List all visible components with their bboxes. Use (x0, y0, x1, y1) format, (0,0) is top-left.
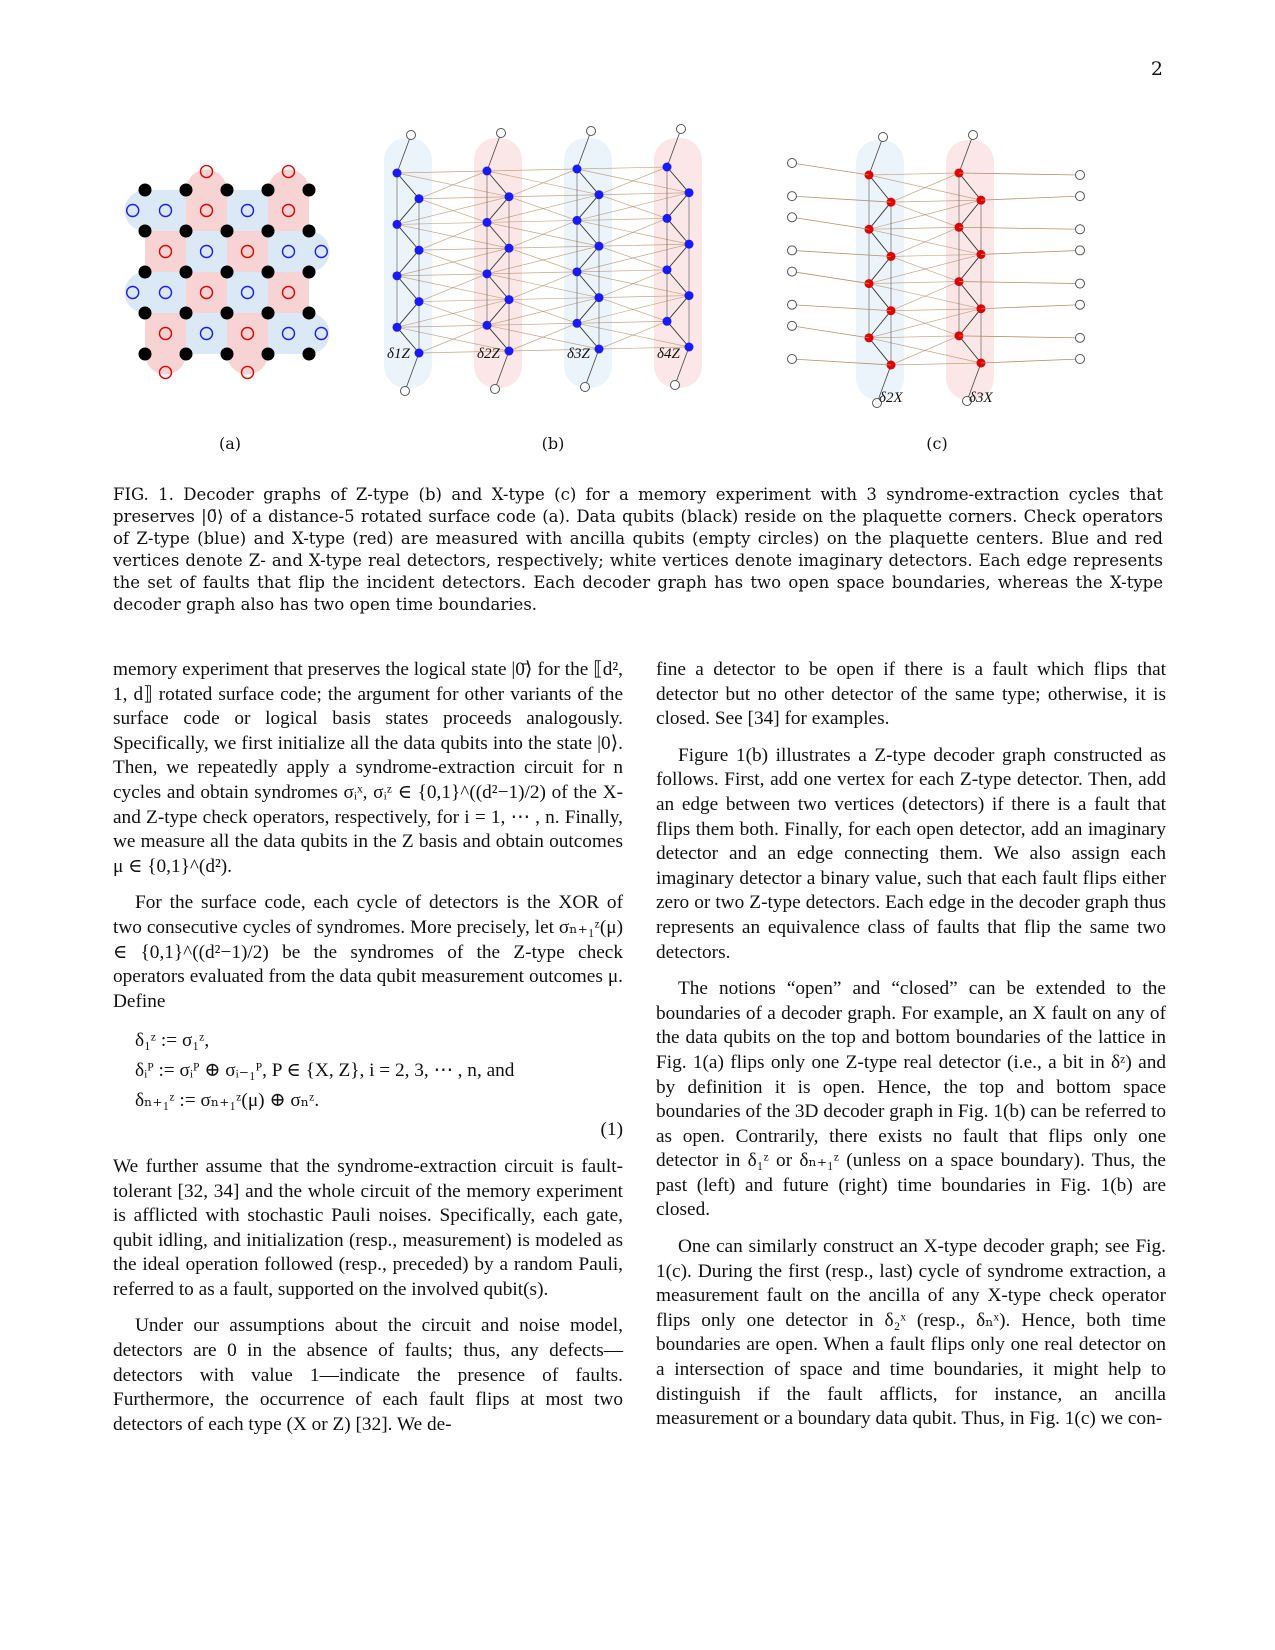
real-detector (685, 343, 694, 352)
real-detector (595, 293, 604, 302)
plaquette (268, 190, 309, 231)
plaquette (186, 231, 227, 272)
real-detector (393, 169, 402, 178)
left-column (113, 658, 623, 1449)
imaginary-detector (1076, 192, 1085, 201)
detector-label: δ1Z (387, 346, 410, 362)
imaginary-detector (788, 192, 797, 201)
detector-label: δ3X (969, 390, 993, 406)
data-qubit (221, 266, 234, 279)
data-qubit (303, 184, 316, 197)
data-qubit (262, 266, 275, 279)
real-detector (663, 265, 672, 274)
detector-label: δ3Z (567, 346, 590, 362)
subfig-label-b: (b) (541, 434, 565, 453)
real-detector (505, 244, 514, 253)
plaquette (268, 231, 309, 272)
imaginary-detector (788, 213, 797, 222)
paragraph: Under our assumptions about the circuit and noise model, detectors are 0 in the absence of faults; thus, any defects—detectors with value 1—indicate the presence of faults. Furthermore, the occurrence of each fault flips at most two detectors of each type (X or Z) [32]. We de- (113, 1315, 623, 1435)
data-qubit (180, 225, 193, 238)
imaginary-detector (407, 131, 416, 140)
plaquette (227, 272, 268, 313)
data-qubit (139, 348, 152, 361)
imaginary-detector (671, 381, 680, 390)
imaginary-detector (879, 133, 888, 142)
real-detector (505, 347, 514, 356)
data-qubit (139, 225, 152, 238)
figure-1b-z-decoder-graph (378, 118, 730, 408)
data-qubit (221, 348, 234, 361)
data-qubit (262, 307, 275, 320)
data-qubit (180, 266, 193, 279)
real-detector (415, 349, 424, 358)
imaginary-detector (677, 125, 686, 134)
real-detector (415, 246, 424, 255)
imaginary-detector (1076, 225, 1085, 234)
real-detector (573, 165, 582, 174)
imaginary-detector (497, 129, 506, 138)
imaginary-detector (491, 385, 500, 394)
real-detector (415, 194, 424, 203)
real-detector (505, 192, 514, 201)
plaquette (145, 313, 186, 354)
real-detector (573, 319, 582, 328)
plaquette-ribbon (946, 140, 994, 400)
data-qubit (303, 348, 316, 361)
real-detector (663, 163, 672, 172)
paragraph: One can similarly construct an X-type decoder graph; see Fig. 1(c). During the first (resp., last) cycle of syndrome extraction, a measurement fault on the ancilla of any X-type check operator flips only one detector in δ₂ˣ (resp., δₙˣ). Hence, both time boundaries are open. When a fault flips only one real detector on a intersection of space and time boundaries, it might help to distinguish if the fault afflicts, for instance, an ancilla measurement or a boundary data qubit. Thus, in Fig. 1(c) we con- (656, 1236, 1166, 1430)
subfig-label-a: (a) (218, 434, 242, 453)
real-detector (483, 167, 492, 176)
paragraph: fine a detector to be open if there is a fault which flips that detector but no other detector of the same type; otherwise, it is closed. See [34] for examples. (656, 659, 1166, 730)
real-detector (663, 214, 672, 223)
boundary-plaquette (186, 170, 227, 191)
imaginary-detector (788, 321, 797, 330)
imaginary-detector (1076, 279, 1085, 288)
plaquette (268, 313, 309, 354)
plaquette (268, 272, 309, 313)
boundary-plaquette (145, 354, 186, 374)
real-detector (393, 271, 402, 280)
paragraph: Figure 1(b) illustrates a Z-type decoder graph constructed as follows. First, add one vertex for each Z-type detector. Then, add an edge between two vertices (detectors) if there is a fault that flips them both. Finally, for each open detector, add an imaginary detector and an edge connecting them. We also assign each imaginary detector a binary value, such that each fault flips either zero or two Z-type detectors. Each edge in the decoder graph thus represents an equivalence class of faults that flip the same two detectors. (656, 744, 1166, 963)
detector-label: δ2Z (477, 346, 500, 362)
imaginary-detector (969, 131, 978, 140)
real-detector (685, 240, 694, 249)
real-detector (505, 295, 514, 304)
figure-1c-x-decoder-graph (780, 120, 1140, 420)
boundary-plaquette (309, 231, 329, 272)
real-detector (573, 216, 582, 225)
data-qubit (303, 225, 316, 238)
real-detector (483, 269, 492, 278)
paragraph: memory experiment that preserves the logical state |0̄⟩ for the ⟦d², 1, d⟧ rotated surface code; the argument for other variants of the surface code or logical basis states proceeds analogously. Specifically, we first initialize all the data qubits into the state |0⟩. Then, we repeatedly apply a syndrome-extraction circuit for n cycles and obtain syndromes σᵢˣ, σᵢᶻ ∈ {0,1}^((d²−1)/2) of the X- and Z-type check operators, respectively, for i = 1, ⋯ , n. Finally, we measure all the data qubits in the Z basis and obtain outcomes μ ∈ {0,1}^(d²). (113, 659, 623, 877)
imaginary-detector (1076, 300, 1085, 309)
data-qubit (221, 307, 234, 320)
real-detector (393, 220, 402, 229)
subfig-label-c: (c) (926, 434, 948, 453)
paragraph: For the surface code, each cycle of detectors is the XOR of two consecutive cycles of syndromes. More precisely, let σₙ₊₁ᶻ(μ) ∈ {0,1}^((d²−1)/2) be the syndromes of the Z-type check operators evaluated from the data qubit measurement outcomes μ. Define (113, 892, 623, 1012)
detector-label: δ2X (879, 390, 903, 406)
data-qubit (221, 184, 234, 197)
paragraph: We further assume that the syndrome-extraction circuit is fault-tolerant [32, 34] and the whole circuit of the memory experiment is afflicted with stochastic Pauli noises. Specifically, each gate, qubit idling, and initialization (resp., measurement) is modeled as the ideal operation followed (resp., preceded) by a random Pauli, referred to as a fault, supported on the involved qubit(s). (113, 1155, 623, 1300)
equation-line: δ₁ᶻ := σ₁ᶻ, (135, 1030, 210, 1052)
plaquette (186, 313, 227, 354)
time-boundary-edge (981, 359, 1080, 363)
imaginary-detector (401, 387, 410, 396)
data-qubit (262, 184, 275, 197)
time-boundary-edge (981, 250, 1080, 254)
real-detector (685, 291, 694, 300)
plaquette (227, 190, 268, 231)
imaginary-detector (788, 159, 797, 168)
detector-label: δ4Z (657, 346, 680, 362)
boundary-plaquette (268, 170, 309, 190)
data-qubit (221, 225, 234, 238)
real-detector (393, 323, 402, 332)
imaginary-detector (1076, 246, 1085, 255)
figure-1 (0, 0, 1275, 470)
plaquette (227, 313, 268, 354)
data-qubit (139, 266, 152, 279)
equation-line: δₙ₊₁ᶻ := σₙ₊₁ᶻ(μ) ⊕ σₙᶻ. (135, 1090, 320, 1112)
real-detector (595, 345, 604, 354)
real-detector (595, 242, 604, 251)
imaginary-detector (1076, 333, 1085, 342)
plaquette (227, 231, 268, 272)
data-qubit (303, 266, 316, 279)
data-qubit (262, 225, 275, 238)
real-detector (595, 190, 604, 199)
real-detector (573, 267, 582, 276)
imaginary-detector (1076, 355, 1085, 364)
plaquette (145, 272, 186, 313)
time-boundary-edge (981, 305, 1080, 309)
plaquette (145, 231, 186, 272)
plaquette (186, 190, 227, 231)
boundary-plaquette (125, 190, 145, 231)
real-detector (483, 218, 492, 227)
data-qubit (180, 348, 193, 361)
data-qubit (139, 307, 152, 320)
plaquette (186, 272, 227, 313)
imaginary-detector (587, 127, 596, 136)
figure-1a-lattice (110, 150, 350, 400)
real-detector (483, 321, 492, 330)
time-boundary-edge (981, 196, 1080, 200)
imaginary-detector (581, 383, 590, 392)
data-qubit (262, 348, 275, 361)
plaquette (145, 190, 186, 231)
data-qubit (139, 184, 152, 197)
page-number: 2 (1150, 58, 1163, 80)
figure-caption: FIG. 1. Decoder graphs of Z-type (b) and X-type (c) for a memory experiment with 3 syndrome-extraction cycles that preserves |0̄⟩ of a distance-5 rotated surface code (a). Data qubits (black) reside on the plaquette corners. Check operators of Z-type (blue) and X-type (red) are measured with ancilla qubits (empty circles) on the plaquette centers. Blue and red vertices denote Z- and X-type real detectors, respectively; white vertices denote imaginary detectors. Each edge represents the set of faults that flip the incident detectors. Each decoder graph has two open space boundaries, whereas the X-type decoder graph also has two open time boundaries. (113, 485, 1163, 614)
data-qubit (303, 307, 316, 320)
paragraph: The notions “open” and “closed” can be extended to the boundaries of a decoder graph. For example, an X fault on any of the data qubits on the top and bottom boundaries of the lattice in Fig. 1(a) flips only one Z-type real detector (i.e., a bit in δᶻ) and by definition it is open. Hence, the top and bottom space boundaries of the 3D decoder graph in Fig. 1(b) can be referred to as open. Contrarily, there exists no fault that flips only one detector in δ₁ᶻ or δₙ₊₁ᶻ (unless on a space boundary). Thus, the past (left) and future (right) time boundaries in Fig. 1(b) are closed. (656, 978, 1166, 1221)
imaginary-detector (788, 300, 797, 309)
data-qubit (180, 184, 193, 197)
real-detector (685, 188, 694, 197)
imaginary-detector (788, 267, 797, 276)
right-column (656, 658, 1166, 1444)
data-qubit (180, 307, 193, 320)
boundary-plaquette (309, 313, 330, 354)
equation-number: (1) (600, 1119, 623, 1141)
boundary-plaquette (125, 272, 146, 313)
equation-line: δᵢᴾ := σᵢᴾ ⊕ σᵢ₋₁ᴾ, P ∈ {X, Z}, i = 2, 3, ⋯ , n, and (135, 1060, 515, 1082)
equation-1 (135, 1026, 623, 1116)
imaginary-detector (1076, 171, 1085, 180)
real-detector (663, 317, 672, 326)
boundary-plaquette (227, 354, 268, 375)
imaginary-detector (788, 246, 797, 255)
real-detector (415, 297, 424, 306)
imaginary-detector (788, 355, 797, 364)
